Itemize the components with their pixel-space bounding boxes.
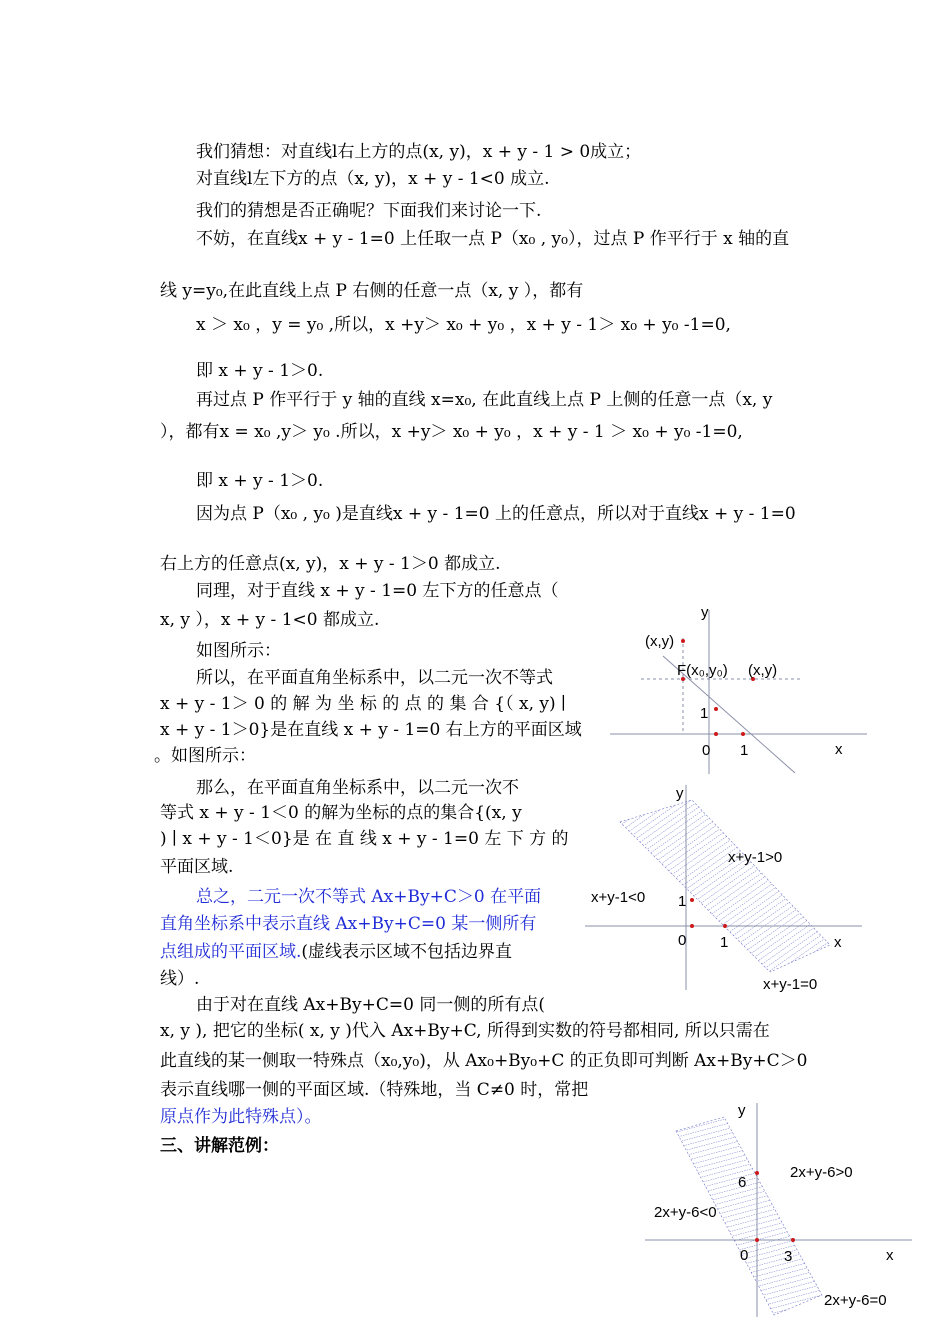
region-label: 2x+y-6>0 xyxy=(790,1164,853,1181)
tick-label: 1 xyxy=(720,934,729,951)
tick-label: 0 xyxy=(702,742,711,759)
point-label: (x,y) xyxy=(748,662,778,679)
point-label: F(x₀,y₀) xyxy=(677,662,728,679)
paragraph-line: ) ∣ x + y - 1＜0}是 在 直 线 x + y - 1=0 左 下 方 的 xyxy=(160,829,569,849)
paragraph-line: x + y - 1＞ 0 的 解 为 坐 标 的 点 的 集 合 {（ x, y) ∣ xyxy=(160,694,566,714)
figure-1 xyxy=(605,598,875,778)
paragraph-line: 那么，在平面直角坐标系中，以二元一次不 xyxy=(196,778,519,798)
region-label: 2x+y-6<0 xyxy=(654,1204,717,1221)
point-marker xyxy=(755,1238,759,1242)
note-text: (虚线表示区域不包括边界直 xyxy=(301,942,513,962)
point-marker xyxy=(690,898,694,902)
paragraph-line: 由于对在直线 Ax+By+C=0 同一侧的所有点( xyxy=(196,995,545,1015)
tick-label: 1 xyxy=(700,705,709,722)
paragraph-line: 所以，在平面直角坐标系中，以二元一次不等式 xyxy=(196,668,553,688)
paragraph-line: x, y ），x + y - 1<0 都成立. xyxy=(160,610,380,630)
tick-label: 0 xyxy=(678,932,687,949)
paragraph-line: 如图所示： xyxy=(196,641,281,661)
tick-label: 6 xyxy=(738,1174,747,1191)
paragraph-line: 表示直线哪一侧的平面区域.（特殊地，当 C≠0 时，常把 xyxy=(160,1080,589,1100)
paragraph-line: 我们猜想：对直线l右上方的点(x, y)，x + y - 1 > 0成立； xyxy=(196,142,642,162)
paragraph-line: 等式 x + y - 1＜0 的解为坐标的点的集合{(x, y xyxy=(160,803,522,823)
point-marker xyxy=(714,707,718,711)
figure-2 xyxy=(580,780,870,998)
boundary-line-label: 2x+y-6=0 xyxy=(824,1292,887,1309)
paragraph-line: x ＞ x₀ ，y = y₀ ,所以，x +y＞ x₀ + y₀ ，x + y - 1＞ x₀ + y₀ -1=0, xyxy=(196,315,731,335)
point-marker xyxy=(681,639,685,643)
point-label: (x,y) xyxy=(645,633,675,650)
paragraph-line: 。如图所示： xyxy=(154,746,256,766)
summary-line: 点组成的平面区域. xyxy=(160,942,302,962)
tick-label: 1 xyxy=(678,893,687,910)
paragraph-line: 同理，对于直线 x + y - 1=0 左下方的任意点（ xyxy=(196,581,559,601)
paragraph-line: 即 x + y - 1＞0. xyxy=(196,361,324,381)
x-axis-label: x xyxy=(834,934,842,951)
tick-label: 3 xyxy=(784,1248,793,1265)
paragraph-line: x, y ), 把它的坐标( x, y )代入 Ax+By+C, 所得到实数的符号都相同, 所以只需在 xyxy=(160,1021,770,1041)
paragraph-line: 即 x + y - 1＞0. xyxy=(196,471,324,491)
x-axis-label: x xyxy=(886,1247,894,1264)
paragraph-line: 右上方的任意点(x, y)，x + y - 1＞0 都成立. xyxy=(160,554,501,574)
figure-3 xyxy=(640,1095,920,1323)
paragraph-line: 线 y=y₀,在此直线上点 P 右侧的任意一点（x, y ），都有 xyxy=(160,281,584,301)
summary-line: 直角坐标系中表示直线 Ax+By+C=0 某一侧所有 xyxy=(160,914,537,934)
section-heading: 三、讲解范例： xyxy=(160,1136,279,1156)
y-axis-label: y xyxy=(738,1102,746,1119)
y-axis-label: y xyxy=(701,604,709,621)
point-marker xyxy=(741,732,745,736)
paragraph-line: 再过点 P 作平行于 y 轴的直线 x=x₀, 在此直线上点 P 上侧的任意一点（x, y xyxy=(196,390,773,410)
boundary-line-label: x+y-1=0 xyxy=(763,976,818,993)
paragraph-line: 不妨，在直线x + y - 1=0 上任取一点 P（x₀ , y₀），过点 P 作平行于 x 轴的直 xyxy=(196,229,790,249)
summary-line: 总之，二元一次不等式 Ax+By+C＞0 在平面 xyxy=(196,887,542,907)
point-marker xyxy=(723,924,727,928)
point-marker xyxy=(690,924,694,928)
paragraph-line: 此直线的某一侧取一特殊点（x₀,y₀)，从 Ax₀+By₀+C 的正负即可判断 Ax+By+C＞0 xyxy=(160,1051,808,1071)
x-axis-label: x xyxy=(835,741,843,758)
point-marker xyxy=(755,1171,759,1175)
paragraph-line: 线）. xyxy=(160,969,200,989)
paragraph-line: x + y - 1＞0}是在直线 x + y - 1=0 右上方的平面区域 xyxy=(160,720,582,740)
paragraph-line xyxy=(160,941,512,963)
region-label: x+y-1>0 xyxy=(728,849,783,866)
tick-label: 1 xyxy=(740,742,749,759)
tick-label: 0 xyxy=(740,1247,749,1264)
paragraph-line: 因为点 P（x₀ , y₀ )是直线x + y - 1=0 上的任意点，所以对于直线x + y - 1=0 xyxy=(196,504,796,524)
paragraph-line: 平面区域. xyxy=(160,857,234,877)
point-marker xyxy=(791,1238,795,1242)
region-label: x+y-1<0 xyxy=(591,889,646,906)
paragraph-line: 原点作为此特殊点）。 xyxy=(160,1107,322,1127)
y-axis-label: y xyxy=(676,785,684,802)
point-marker xyxy=(714,732,718,736)
paragraph-line: 对直线l左下方的点（x, y)，x + y - 1<0 成立. xyxy=(196,169,550,189)
paragraph-line: ），都有x = x₀ ,y＞ y₀ .所以，x +y＞ x₀ + y₀ ，x + y - 1 ＞ x₀ + y₀ -1=0, xyxy=(160,422,743,442)
paragraph-line: 我们的猜想是否正确呢？下面我们来讨论一下. xyxy=(196,201,542,221)
